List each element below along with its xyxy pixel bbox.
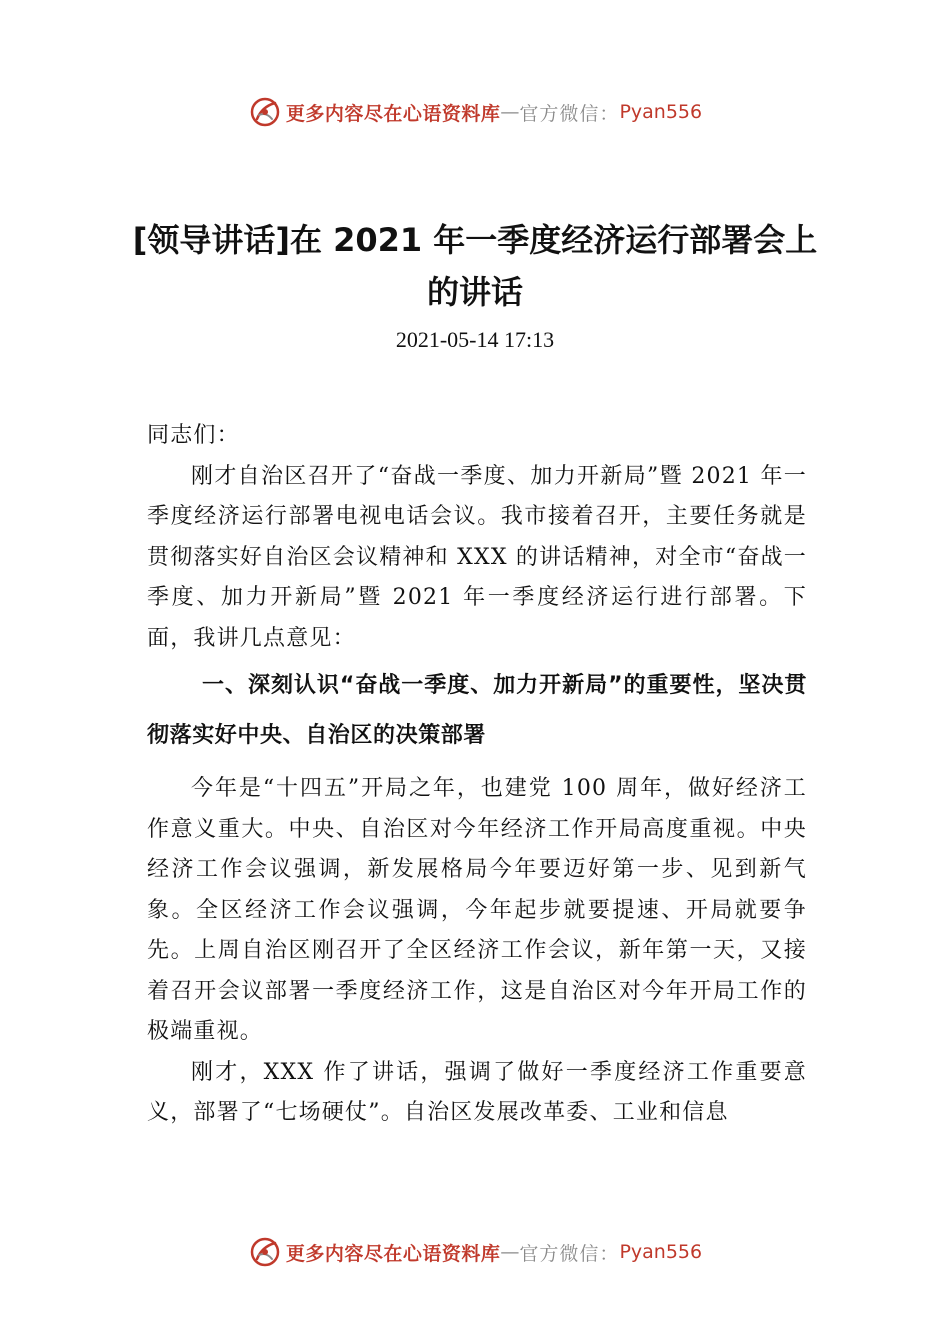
- banner-wechat-id: Pyan556: [619, 101, 703, 123]
- swirl-logo-icon: [248, 95, 282, 129]
- paragraph: 刚才自治区召开了“奋战一季度、加力开新局”暨 2021 年一季度经济运行部署电视电话会议。我市接着召开，主要任务就是贯彻落实好自治区会议精神和 XXX 的讲话精神，对全市“奋战一季度、加力开新局”暨 2021 年一季度经济运行进行部署。下面，我讲几点意见：: [147, 463, 807, 651]
- banner-separator: —: [500, 1241, 520, 1263]
- footer-watermark-banner: [0, 1232, 950, 1272]
- banner-wechat-id: Pyan556: [619, 1241, 703, 1263]
- paragraph: 刚才，XXX 作了讲话，强调了做好一季度经济工作重要意义，部署了“七场硬仗”。自治区发展改革委、工业和信息: [147, 1059, 807, 1125]
- article-title: [领导讲话]在 2021 年一季度经济运行部署会上的讲话: [132, 221, 818, 311]
- paragraph: 今年是“十四五”开局之年，也建党 100 周年，做好经济工作意义重大。中央、自治区对今年经济工作开局高度重视。中央经济工作会议强调，新发展格局今年要迈好第一步、见到新气象。全区经济工作会议强调，今年起步就要提速、开局就要争先。上周自治区刚召开了全区经济工作会议，新年第一天，又接着召开会议部署一季度经济工作，这是自治区对今年开局工作的极端重视。: [147, 776, 807, 1044]
- article-body: [147, 416, 807, 1134]
- banner-wechat-label: 官方微信：: [519, 102, 620, 125]
- article-datetime: 2021-05-14 17:13: [395, 327, 555, 352]
- header-watermark-banner: [0, 92, 950, 132]
- swirl-logo-icon: [248, 1235, 282, 1269]
- banner-text: 更多内容尽在心语资料库: [285, 102, 501, 125]
- section-heading: 一、深刻认识“奋战一季度、加力开新局”的重要性，坚决贯彻落实好中央、自治区的决策部署: [147, 673, 807, 748]
- banner-text: 更多内容尽在心语资料库: [285, 1242, 501, 1265]
- salutation: 同志们：: [147, 423, 240, 448]
- banner-wechat-label: 官方微信：: [519, 1242, 620, 1265]
- banner-separator: —: [500, 101, 520, 123]
